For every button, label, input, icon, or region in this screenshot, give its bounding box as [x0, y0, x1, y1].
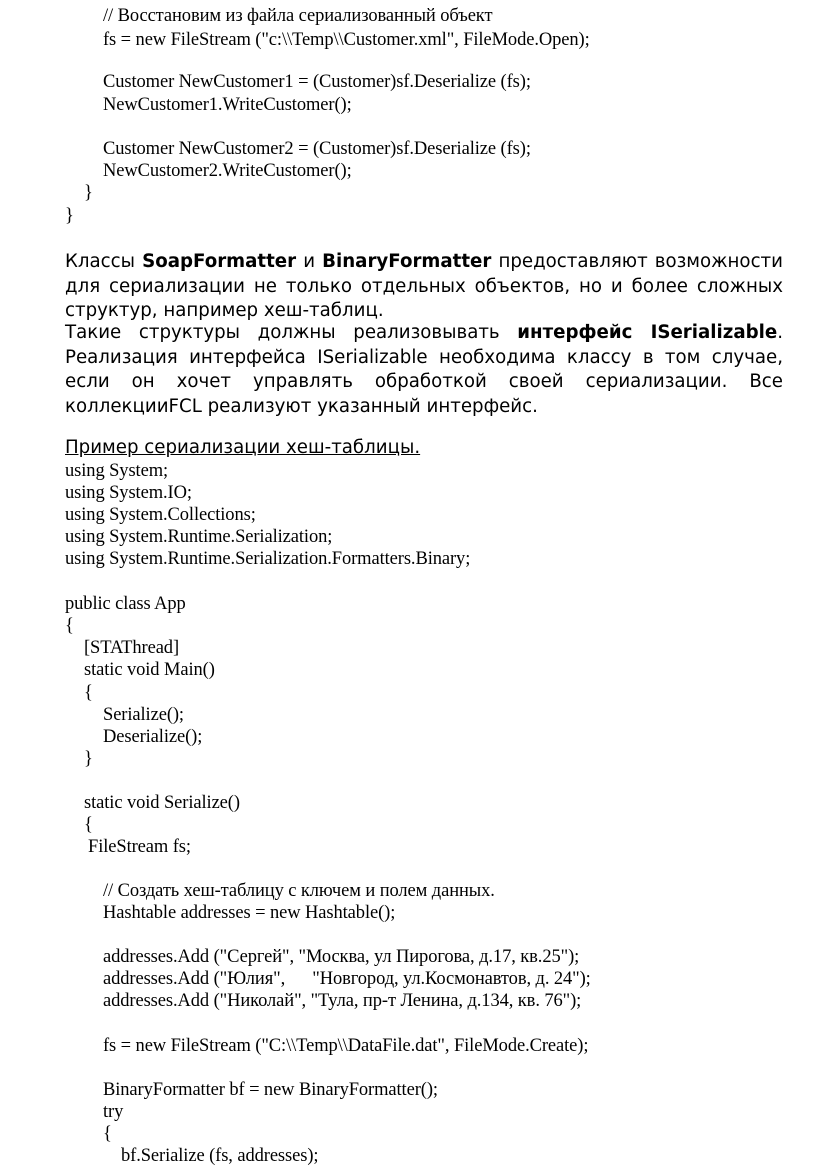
code-line: addresses.Add ("Сергей", "Москва, ул Пирогова, д.17, кв.25");	[103, 947, 580, 967]
code-line: Deserialize();	[103, 727, 203, 747]
paragraph-iserializable	[65, 321, 783, 419]
code-line: bf.Serialize (fs, addresses);	[121, 1146, 319, 1166]
code-line: {	[84, 683, 93, 703]
code-line: {	[65, 616, 74, 636]
term-soapformatter: SoapFormatter	[142, 251, 297, 272]
code-line: using System.Collections;	[65, 505, 256, 525]
code-line: {	[84, 815, 93, 835]
code-line: NewCustomer1.WriteCustomer();	[103, 95, 352, 115]
text-run: и	[296, 251, 323, 272]
code-line: // Восстановим из файла сериализованный объект	[103, 6, 493, 26]
code-line: static void Serialize()	[84, 793, 240, 813]
term-iserializable: интерфейс ISerializable	[517, 322, 778, 343]
code-line: addresses.Add ("Николай", "Тула, пр-т Ленина, д.134, кв. 76");	[103, 991, 582, 1011]
text-run: Такие структуры должны реализовывать	[65, 322, 518, 343]
code-line: Serialize();	[103, 705, 184, 725]
example-heading: Пример сериализации хеш-таблицы.	[65, 437, 421, 458]
code-line: static void Main()	[84, 660, 215, 680]
code-line: FileStream fs;	[88, 837, 191, 857]
code-line: Customer NewCustomer1 = (Customer)sf.Deserialize (fs);	[103, 72, 531, 92]
code-line: NewCustomer2.WriteCustomer();	[103, 161, 352, 181]
paragraph-formatters	[65, 250, 783, 324]
text-run: Классы	[65, 251, 143, 272]
code-line: fs = new FileStream ("C:\\Temp\\DataFile.dat", FileMode.Create);	[103, 1036, 589, 1056]
code-line: {	[103, 1124, 112, 1144]
code-line: fs = new FileStream ("c:\\Temp\\Customer.xml", FileMode.Open);	[103, 30, 590, 50]
code-line: Customer NewCustomer2 = (Customer)sf.Deserialize (fs);	[103, 139, 531, 159]
code-line: using System.Runtime.Serialization;	[65, 527, 333, 547]
code-line: [STAThread]	[84, 638, 180, 658]
text-run: . Реализация интерфейса ISerializable необходима классу в том случае, если он хочет управлять обработкой своей сериализации. Все коллекцииFCL реализуют указанный интерфейс.	[65, 322, 783, 417]
code-line: BinaryFormatter bf = new BinaryFormatter();	[103, 1080, 438, 1100]
code-line: using System.IO;	[65, 483, 192, 503]
term-binaryformatter: BinaryFormatter	[322, 251, 492, 272]
code-line: // Создать хеш-таблицу с ключем и полем данных.	[103, 881, 495, 901]
code-line: using System;	[65, 461, 169, 481]
text-run: предоставляют возможности для сериализации не только отдельных объектов, но и более сложных структур, например хеш-таблиц.	[65, 251, 783, 321]
code-line: }	[65, 206, 74, 226]
code-line: public class App	[65, 594, 186, 614]
code-line: }	[84, 183, 93, 203]
code-line: addresses.Add ("Юлия", "Новгород, ул.Космонавтов, д. 24");	[103, 969, 591, 989]
code-line: Hashtable addresses = new Hashtable();	[103, 903, 396, 923]
code-line: try	[103, 1102, 124, 1122]
code-line: }	[84, 749, 93, 769]
code-line: using System.Runtime.Serialization.Formatters.Binary;	[65, 549, 471, 569]
